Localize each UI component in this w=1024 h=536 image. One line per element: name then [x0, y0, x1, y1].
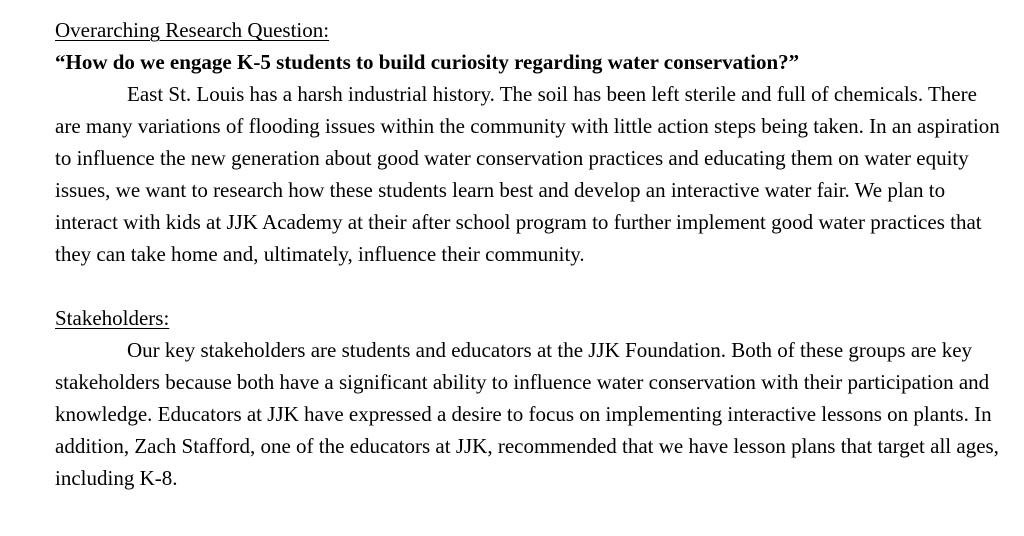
- stakeholders-heading: Stakeholders:: [55, 306, 170, 330]
- stakeholders-paragraph: Our key stakeholders are students and educators at the JJK Foundation. Both of these groups are key stakeholders because both have a significant ability to influence water conservation with their participation and knowledge. Educators at JJK have expressed a desire to focus on implementing interactive lessons on plants. In addition, Zach Stafford, one of the educators at JJK, recommended that we have lesson plans that target all ages, including K-8.: [55, 338, 999, 490]
- research-question: “How do we engage K-5 students to build curiosity regarding water conservation?”: [55, 50, 800, 74]
- research-paragraph: East St. Louis has a harsh industrial history. The soil has been left sterile and full of chemicals. There are many variations of flooding issues within the community with little action steps being taken. In an aspiration to influence the new generation about good water conservation practices and educating them on water equity issues, we want to research how these students learn best and develop an interactive water fair. We plan to interact with kids at JJK Academy at their after school program to further implement good water practices that they can take home and, ultimately, influence their community.: [55, 82, 1000, 266]
- document-page: [55, 14, 1005, 494]
- research-question-heading: Overarching Research Question:: [55, 18, 330, 42]
- section-spacer: [55, 270, 1005, 302]
